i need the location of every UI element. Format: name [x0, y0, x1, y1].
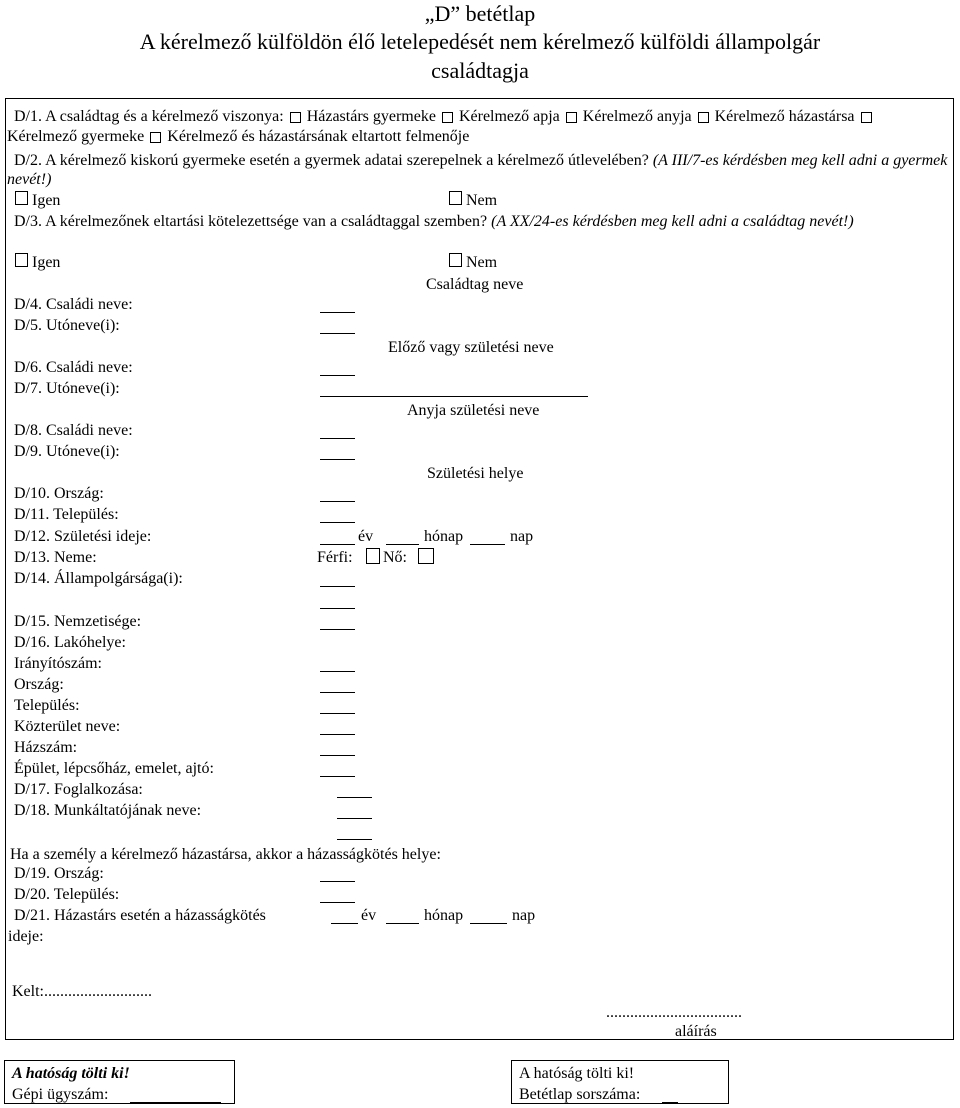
d21-label-cont: ideje:: [8, 928, 44, 945]
town-label: Település:: [14, 697, 80, 714]
house-label: Házszám:: [14, 739, 78, 756]
d12-day-unit: nap: [510, 528, 534, 545]
d15-field[interactable]: [320, 629, 355, 630]
zip-field[interactable]: [320, 671, 355, 672]
house-field[interactable]: [320, 755, 355, 756]
d1-option-2: Kérelmező anyja: [582, 108, 692, 125]
country-label: Ország:: [14, 676, 64, 693]
d12-year-field[interactable]: [320, 544, 355, 545]
d2-yes-label: Igen: [32, 192, 61, 209]
zip-label: Irányítószám:: [14, 655, 102, 672]
section-mother-name: Anyja születési neve: [407, 402, 540, 419]
page-subtitle: A kérelmező külföldön élő letelepedését nem kérelmező külföldi állampolgár: [139, 29, 821, 54]
d20-field[interactable]: [320, 902, 355, 903]
d21-month-blank[interactable]: [386, 923, 419, 924]
d12-year-unit: év: [358, 528, 374, 545]
gender-male-label: Férfi:: [317, 549, 353, 566]
case-number-label: Gépi ügyszám:: [12, 1086, 109, 1103]
d6-field[interactable]: [320, 375, 355, 376]
d2-question: [7, 151, 952, 189]
d3-text: D/3. A kérelmezőnek eltartási kötelezettsége van a családtaggal szemben?: [14, 213, 488, 230]
d19-label: D/19. Ország:: [14, 865, 104, 882]
d5-label: D/5. Utóneve(i):: [14, 317, 120, 334]
d1-line2: [7, 127, 469, 146]
building-field[interactable]: [320, 776, 355, 777]
sheet-number-field[interactable]: [662, 1102, 678, 1103]
d18-field-2[interactable]: [337, 839, 372, 840]
d10-label: D/10. Ország:: [14, 485, 104, 502]
d1-option-5: Kérelmező és házastársának eltartott felmenője: [167, 128, 470, 145]
d9-field[interactable]: [320, 459, 355, 460]
d2-note: (A III/7-es kérdésben meg kell adni a gyermek nevét!): [7, 152, 948, 188]
d16-label: D/16. Lakóhelye:: [14, 634, 126, 651]
gender-female-label: Nő:: [383, 549, 407, 566]
dated-line[interactable]: Kelt:...........................: [12, 983, 152, 1000]
d17-field[interactable]: [337, 797, 372, 798]
d14-field[interactable]: [320, 586, 355, 587]
d1-checkbox-1[interactable]: [442, 112, 453, 123]
d21-day-field[interactable]: [470, 923, 507, 924]
section-family-name: Családtag neve: [426, 276, 524, 293]
d21-month-unit: hónap: [424, 907, 464, 924]
authority-left-title: A hatóság tölti ki!: [12, 1065, 130, 1082]
d12-month-field[interactable]: [470, 544, 505, 545]
d17-label: D/17. Foglalkozása:: [14, 781, 143, 798]
d20-label: D/20. Település:: [14, 886, 120, 903]
d11-field[interactable]: [320, 522, 355, 523]
d21-day-unit: nap: [512, 907, 536, 924]
d14-field-2[interactable]: [320, 608, 355, 609]
d1-option-3: Kérelmező házastársa: [714, 108, 855, 125]
d21-year-unit: év: [361, 907, 377, 924]
country-field[interactable]: [320, 692, 355, 693]
d3-no-checkbox[interactable]: [449, 253, 462, 267]
d13-label: D/13. Neme:: [14, 549, 97, 566]
section-prev-name: Előző vagy születési neve: [388, 339, 554, 356]
d1-prefix: D/1. A családtag és a kérelmező viszonya:: [14, 108, 284, 125]
d1-checkbox-2[interactable]: [566, 112, 577, 123]
d21-label: D/21. Házastárs esetén a házasságkötés: [14, 907, 266, 924]
d2-no-label: Nem: [466, 192, 498, 209]
sheet-number-label: Betétlap sorszáma:: [519, 1086, 641, 1103]
d3-note: (A XX/24-es kérdésben meg kell adni a családtag nevét!): [491, 213, 854, 230]
d3-question: [7, 212, 952, 231]
d7-label: D/7. Utóneve(i):: [14, 380, 120, 397]
d1-checkbox-5[interactable]: [150, 132, 161, 143]
authority-right-title: A hatóság tölti ki!: [519, 1065, 635, 1082]
d2-yes-checkbox[interactable]: [15, 191, 28, 205]
d18-field[interactable]: [337, 818, 372, 819]
street-field[interactable]: [320, 734, 355, 735]
d18-label: D/18. Munkáltatójának neve:: [14, 802, 202, 819]
d6-label: D/6. Családi neve:: [14, 359, 133, 376]
marriage-intro: Ha a személy a kérelmező házastársa, akkor a házasságkötés helye:: [10, 846, 441, 863]
d1-checkbox-0[interactable]: [290, 112, 301, 123]
d10-field[interactable]: [320, 501, 355, 502]
d8-field[interactable]: [320, 438, 355, 439]
d1-line1: [14, 107, 878, 126]
d8-label: D/8. Családi neve:: [14, 422, 133, 439]
d2-no-checkbox[interactable]: [449, 191, 462, 205]
signature-label: aláírás: [675, 1023, 717, 1040]
d14-label: D/14. Állampolgársága(i):: [14, 570, 183, 587]
d12-label: D/12. Születési ideje:: [14, 528, 152, 545]
d12-month-unit: hónap: [424, 528, 464, 545]
case-number-field[interactable]: [130, 1102, 221, 1103]
d5-field[interactable]: [320, 333, 355, 334]
building-label: Épület, lépcsőház, emelet, ajtó:: [14, 760, 214, 777]
d3-no-label: Nem: [466, 254, 498, 271]
d3-yes-checkbox[interactable]: [15, 253, 28, 267]
page-title: „D” betétlap: [424, 1, 536, 26]
d7-field[interactable]: [320, 396, 588, 397]
section-birth-place: Születési helye: [427, 465, 524, 482]
street-label: Közterület neve:: [14, 718, 121, 735]
d19-field[interactable]: [320, 881, 355, 882]
town-field[interactable]: [320, 713, 355, 714]
page-subtitle-cont: családtagja: [431, 58, 529, 83]
d1-checkbox-4[interactable]: [861, 112, 872, 123]
gender-male-checkbox[interactable]: [366, 548, 380, 564]
gender-female-checkbox[interactable]: [418, 548, 434, 564]
d3-yes-label: Igen: [32, 254, 61, 271]
d4-field[interactable]: [320, 312, 355, 313]
d1-checkbox-3[interactable]: [698, 112, 709, 123]
d9-label: D/9. Utóneve(i):: [14, 443, 120, 460]
signature-dots[interactable]: ..................................: [606, 1004, 742, 1021]
d1-option-4: Kérelmező gyermeke: [7, 128, 145, 145]
d1-option-0: Házastárs gyermeke: [306, 108, 436, 125]
d4-label: D/4. Családi neve:: [14, 296, 133, 313]
d21-year-field[interactable]: [331, 923, 358, 924]
d11-label: D/11. Település:: [14, 506, 119, 523]
d12-year-blank[interactable]: [386, 544, 419, 545]
d2-text: D/2. A kérelmező kiskorú gyermeke esetén a gyermek adatai szerepelnek a kérelmező útlevelében?: [14, 152, 649, 169]
d15-label: D/15. Nemzetisége:: [14, 613, 142, 630]
d1-option-1: Kérelmező apja: [458, 108, 560, 125]
